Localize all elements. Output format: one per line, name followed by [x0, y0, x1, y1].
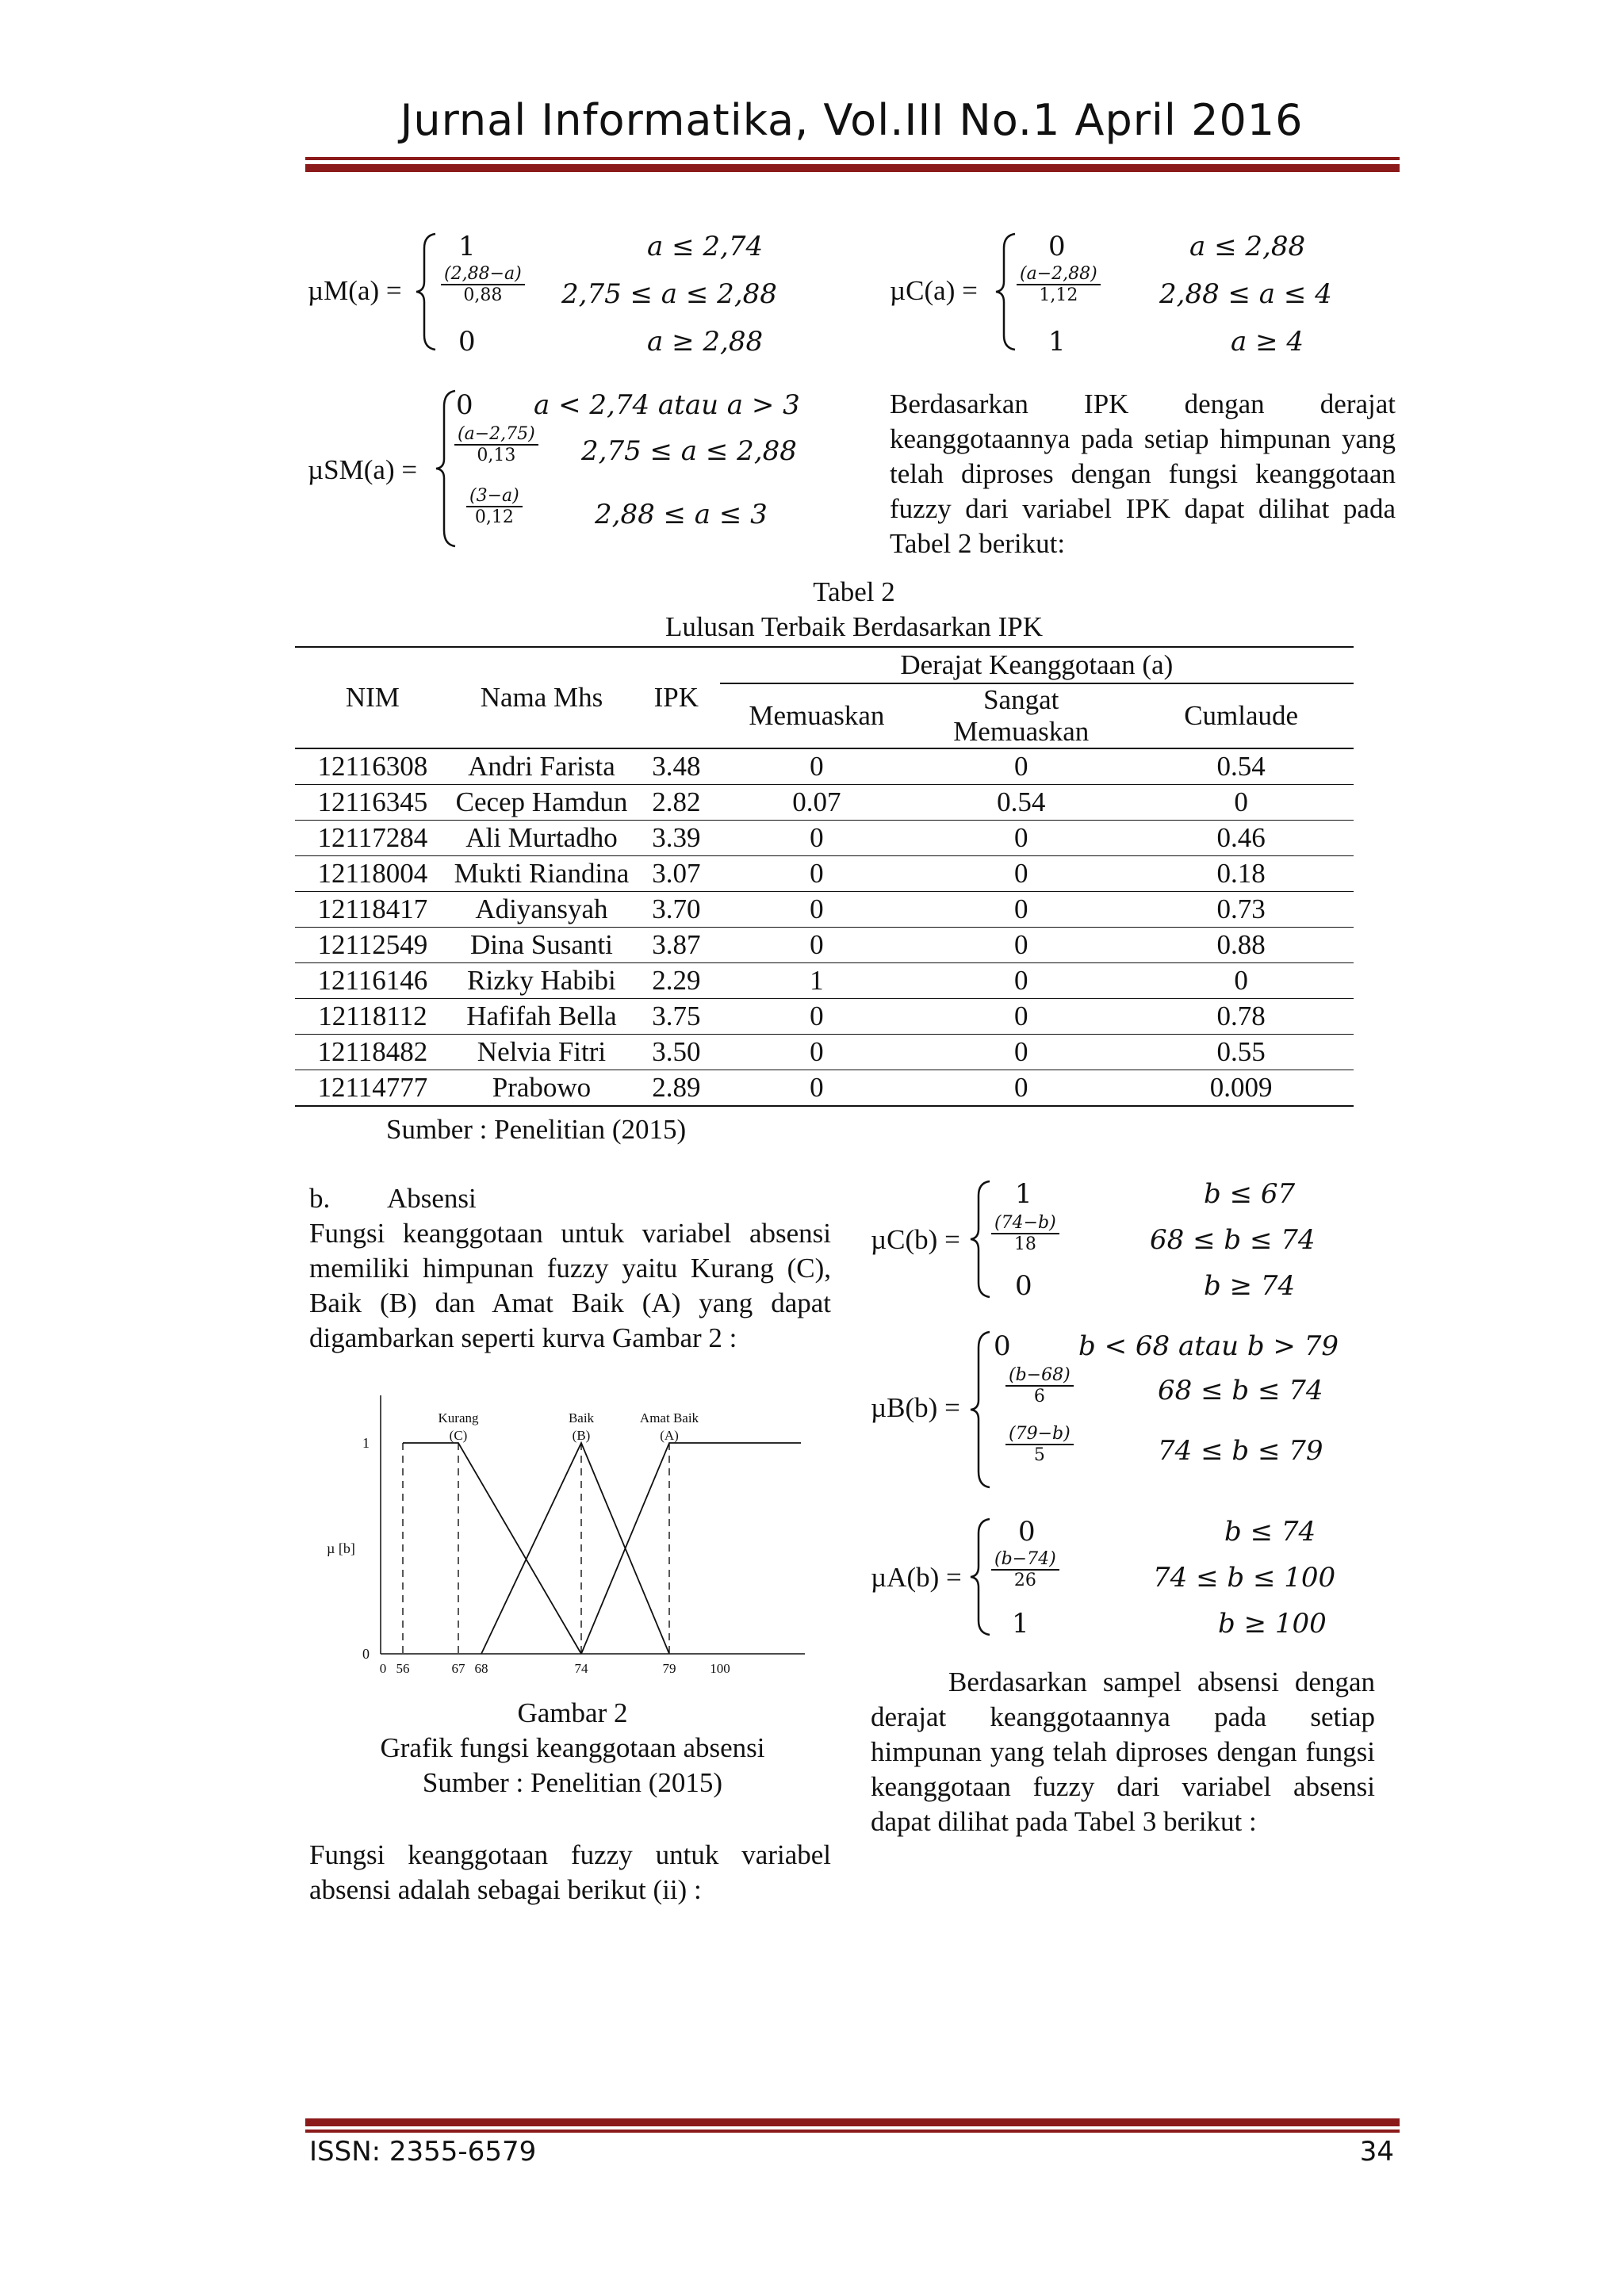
table-cell-nim: 12118112 [318, 1001, 427, 1031]
series-label: Baik [568, 1410, 595, 1425]
formula-mu-m [308, 224, 815, 359]
formula-lhs: µA(b) = [871, 1562, 962, 1593]
table-cell-c: 0.88 [1216, 929, 1266, 960]
formula-mu-a-b [871, 1510, 1378, 1644]
table-cell-c: 0 [1234, 786, 1248, 817]
footer-rule-thick [305, 2118, 1400, 2126]
formula-row-value: 1 [1048, 326, 1066, 358]
left-brace-icon [969, 1180, 993, 1299]
section-number: b. [309, 1183, 331, 1214]
table-row [295, 856, 1354, 892]
table-cell-sm: 0 [1013, 965, 1028, 996]
formula-row-value: 0 [1015, 1270, 1032, 1302]
x-tick-label: 0 [379, 1661, 387, 1676]
formula-fraction [991, 1549, 1059, 1590]
fraction-numerator: (3−a) [466, 486, 523, 507]
formula-row-value: 0 [994, 1330, 1011, 1362]
y-tick-label: 1 [362, 1435, 370, 1451]
header-nim: NIM [295, 647, 450, 748]
fraction-denominator: 0,88 [463, 285, 503, 305]
formula-row-condition: a ≥ 4 [1231, 326, 1304, 358]
formula-row-condition: a ≤ 2,88 [1189, 231, 1306, 262]
formula-row-condition: 68 ≤ b ≤ 74 [1150, 1224, 1316, 1256]
left-brace-icon [415, 232, 439, 351]
formula-mu-c-b [871, 1172, 1378, 1307]
fraction-denominator: 1,12 [1039, 285, 1078, 305]
left-brace-icon [994, 232, 1018, 351]
series-label-short: (B) [572, 1428, 591, 1443]
fraction-numerator: (2,88−a) [441, 264, 525, 285]
table-cell-m: 1 [810, 965, 824, 996]
formula-mu-sm [308, 383, 831, 549]
fraction-numerator: (a−2,88) [1017, 264, 1101, 285]
x-tick-label: 74 [574, 1661, 588, 1676]
table-cell-ipk: 2.29 [652, 965, 701, 996]
table-cell-m: 0.07 [792, 786, 841, 817]
y-tick-label: 0 [362, 1646, 370, 1662]
table-body [295, 748, 1354, 1106]
figure-caption-title: Grafik fungsi keanggotaan absensi [380, 1732, 765, 1763]
footer-rule-thin [305, 2130, 1400, 2133]
table-row [295, 1035, 1354, 1070]
formula-row-condition: 2,75 ≤ a ≤ 2,88 [561, 278, 777, 310]
y-axis-label: µ [b] [327, 1540, 355, 1556]
absensi-intro-paragraph: Fungsi keanggotaan untuk variabel absensi memiliki himpunan fuzzy yaitu Kurang (C), Baik (B) dan Amat Baik (A) yang dapat digambarkan seperti kurva Gambar 2 : [309, 1218, 831, 1353]
table-cell-c: 0 [1234, 965, 1248, 996]
series-label-short: (A) [660, 1428, 679, 1443]
fraction-numerator: (b−68) [1005, 1365, 1074, 1387]
formula-fraction [1005, 1424, 1074, 1465]
table-cell-sm: 0 [1013, 894, 1028, 924]
journal-header-title: Jurnal Informatika, Vol.III No.1 April 2016 [400, 95, 1304, 145]
table-row [295, 928, 1354, 963]
table-cell-ipk: 3.75 [652, 1001, 701, 1031]
formula-row-value: 0 [456, 389, 473, 421]
table-cell-ipk: 3.07 [652, 858, 701, 889]
table-cell-sm: 0 [1013, 751, 1028, 782]
figure-caption-source: Sumber : Penelitian (2015) [422, 1767, 723, 1798]
formula-row-condition: 2,88 ≤ a ≤ 3 [595, 499, 768, 530]
table-cell-c: 0.54 [1216, 751, 1266, 782]
x-tick-label: 79 [662, 1661, 676, 1676]
header-nama: Nama Mhs [450, 647, 633, 748]
header-cumlaude: Cumlaude [1184, 700, 1299, 731]
left-brace-icon [435, 389, 458, 548]
formula-lhs: µSM(a) = [308, 454, 418, 485]
table-cell-nama: Adiyansyah [475, 894, 608, 924]
table-cell-ipk: 3.70 [652, 894, 701, 924]
section-heading: Absensi [387, 1183, 477, 1214]
formula-lhs: µM(a) = [308, 275, 402, 306]
ipk-intro-paragraph: Berdasarkan IPK dengan derajat keanggotaannya pada setiap himpunan yang telah diproses dengan fungsi keanggotaan fuzzy dari variabel IPK dapat dilihat pada Tabel 2 berikut: [890, 388, 1396, 559]
formula-mu-c-a [890, 224, 1397, 359]
table-cell-nim: 12117284 [317, 822, 428, 853]
table-cell-ipk: 2.89 [652, 1072, 701, 1103]
absensi-sample-paragraph: Berdasarkan sampel absensi dengan derajat keanggotaannya pada setiap himpunan yang telah diproses dengan fungsi keanggotaan fuzzy dari variabel absensi dapat dilihat pada Tabel 3 berikut : [871, 1667, 1375, 1837]
formula-fraction [1017, 264, 1101, 305]
table-lulusan-terbaik [295, 646, 1354, 1107]
table-cell-nama: Nelvia Fitri [477, 1036, 607, 1067]
formula-lhs: µB(b) = [871, 1392, 960, 1423]
table-source: Sumber : Penelitian (2015) [386, 1114, 687, 1145]
table-cell-c: 0.46 [1216, 822, 1266, 853]
table-cell-c: 0.55 [1216, 1036, 1266, 1067]
table-cell-ipk: 3.39 [652, 822, 701, 853]
table-cell-sm: 0 [1013, 1072, 1028, 1103]
formula-row-value: 0 [458, 326, 476, 358]
table-cell-c: 0.009 [1209, 1072, 1273, 1103]
formula-fraction [441, 264, 525, 305]
figure-caption-label: Gambar 2 [517, 1697, 628, 1728]
header-rule-thick [305, 164, 1400, 172]
table-cell-m: 0 [810, 822, 824, 853]
formula-row-condition: a ≤ 2,74 [647, 231, 764, 262]
formula-row-condition: 74 ≤ b ≤ 100 [1153, 1562, 1336, 1594]
table-cell-m: 0 [810, 1036, 824, 1067]
fraction-denominator: 0,12 [474, 507, 514, 527]
header-rule-thin [305, 157, 1400, 160]
table-caption-label: Tabel 2 [813, 576, 895, 607]
table-cell-m: 0 [810, 858, 824, 889]
x-tick-label: 68 [474, 1661, 488, 1676]
absensi-function-paragraph: Fungsi keanggotaan fuzzy untuk variabel absensi adalah sebagai berikut (ii) : [309, 1839, 831, 1905]
table-cell-c: 0.73 [1216, 894, 1266, 924]
fraction-denominator: 5 [1033, 1445, 1045, 1465]
series-label: Amat Baik [639, 1410, 699, 1425]
formula-row-condition: b ≥ 100 [1218, 1608, 1327, 1640]
table-cell-sm: 0 [1013, 1001, 1028, 1031]
formula-lhs: µC(a) = [890, 275, 978, 306]
table-cell-ipk: 3.50 [652, 1036, 701, 1067]
table-row [295, 892, 1354, 928]
formula-row-condition: 2,75 ≤ a ≤ 2,88 [581, 435, 797, 467]
table-cell-nim: 12118004 [317, 858, 428, 889]
formula-row-condition: b ≤ 74 [1224, 1516, 1316, 1548]
table-cell-m: 0 [810, 751, 824, 782]
formula-row-condition: 68 ≤ b ≤ 74 [1158, 1375, 1323, 1406]
formula-row-condition: b < 68 atau b > 79 [1078, 1330, 1339, 1362]
left-brace-icon [969, 1517, 993, 1636]
series-line-2 [581, 1443, 801, 1654]
formula-fraction [454, 424, 538, 465]
formula-row-value: 1 [1015, 1178, 1032, 1210]
table-cell-nim: 12112549 [317, 929, 428, 960]
formula-fraction [991, 1213, 1059, 1254]
table-cell-nim: 12116308 [317, 751, 428, 782]
formula-row-condition: 2,88 ≤ a ≤ 4 [1159, 278, 1332, 310]
header-sangat-memuaskan: Sangat Memuaskan [953, 684, 1090, 747]
table-cell-m: 0 [810, 894, 824, 924]
membership-chart [317, 1380, 825, 1689]
x-tick-label: 67 [451, 1661, 465, 1676]
series-label: Kurang [438, 1410, 479, 1425]
table-cell-nama: Andri Farista [468, 751, 615, 782]
table-cell-nim: 12114777 [317, 1072, 428, 1103]
series-label-short: (C) [449, 1428, 468, 1443]
fraction-numerator: (74−b) [991, 1213, 1059, 1234]
table-cell-nim: 12116146 [317, 965, 428, 996]
table-cell-sm: 0.54 [997, 786, 1046, 817]
table-cell-sm: 0 [1013, 1036, 1028, 1067]
formula-row-value: 1 [458, 231, 476, 262]
left-brace-icon [969, 1330, 993, 1489]
fraction-numerator: (b−74) [991, 1549, 1059, 1571]
table-cell-nama: Prabowo [492, 1072, 592, 1103]
formula-mu-b-b [871, 1326, 1394, 1492]
table-cell-nama: Hafifah Bella [466, 1001, 617, 1031]
fraction-denominator: 26 [1013, 1571, 1036, 1590]
table-cell-nama: Mukti Riandina [454, 858, 630, 889]
table-row [295, 821, 1354, 856]
table-cell-nama: Cecep Hamdun [455, 786, 628, 817]
series-line-0 [403, 1443, 581, 1654]
table-cell-m: 0 [810, 929, 824, 960]
header-derajat-group: Derajat Keanggotaan (a) [720, 647, 1354, 683]
formula-row-condition: a < 2,74 atau a > 3 [534, 389, 800, 421]
footer-issn: ISSN: 2355-6579 [309, 2136, 537, 2168]
fraction-denominator: 18 [1013, 1234, 1036, 1254]
table-row [295, 748, 1354, 785]
x-tick-label: 56 [396, 1661, 410, 1676]
table-cell-sm: 0 [1013, 822, 1028, 853]
table-cell-nama: Rizky Habibi [467, 965, 616, 996]
table-cell-c: 0.18 [1216, 858, 1266, 889]
table-cell-nim: 12116345 [317, 786, 428, 817]
formula-row-condition: b ≤ 67 [1204, 1178, 1296, 1210]
formula-fraction [1005, 1365, 1074, 1406]
table-caption-title: Lulusan Terbaik Berdasarkan IPK [665, 611, 1044, 642]
table-cell-c: 0.78 [1216, 1001, 1266, 1031]
footer-page-number: 34 [1359, 2136, 1394, 2168]
table-cell-m: 0 [810, 1001, 824, 1031]
table-cell-sm: 0 [1013, 929, 1028, 960]
formula-row-value: 1 [1012, 1608, 1029, 1640]
table-cell-ipk: 3.87 [652, 929, 701, 960]
table-cell-ipk: 3.48 [652, 751, 701, 782]
header-ipk: IPK [633, 647, 719, 748]
table-row [295, 785, 1354, 821]
formula-row-value: 0 [1048, 231, 1066, 262]
series-line-1 [481, 1443, 669, 1654]
table-cell-m: 0 [810, 1072, 824, 1103]
table-cell-sm: 0 [1013, 858, 1028, 889]
formula-row-condition: b ≥ 74 [1204, 1270, 1296, 1302]
fraction-denominator: 0,13 [477, 446, 516, 465]
header-memuaskan: Memuaskan [749, 700, 885, 731]
formula-row-condition: a ≥ 2,88 [647, 326, 764, 358]
table-row [295, 1070, 1354, 1107]
table-row [295, 999, 1354, 1035]
fraction-denominator: 6 [1033, 1387, 1045, 1406]
table-cell-ipk: 2.82 [652, 786, 701, 817]
table-row [295, 963, 1354, 999]
formula-row-value: 0 [1018, 1516, 1036, 1548]
table-cell-nama: Ali Murtadho [465, 822, 618, 853]
x-tick-label: 100 [710, 1661, 730, 1676]
formula-lhs: µC(b) = [871, 1224, 960, 1255]
table-cell-nim: 12118482 [317, 1036, 428, 1067]
table-cell-nama: Dina Susanti [470, 929, 613, 960]
fraction-numerator: (a−2,75) [454, 424, 538, 446]
table-cell-nim: 12118417 [317, 894, 428, 924]
formula-fraction [466, 486, 523, 527]
formula-row-condition: 74 ≤ b ≤ 79 [1158, 1435, 1323, 1467]
fraction-numerator: (79−b) [1005, 1424, 1074, 1445]
